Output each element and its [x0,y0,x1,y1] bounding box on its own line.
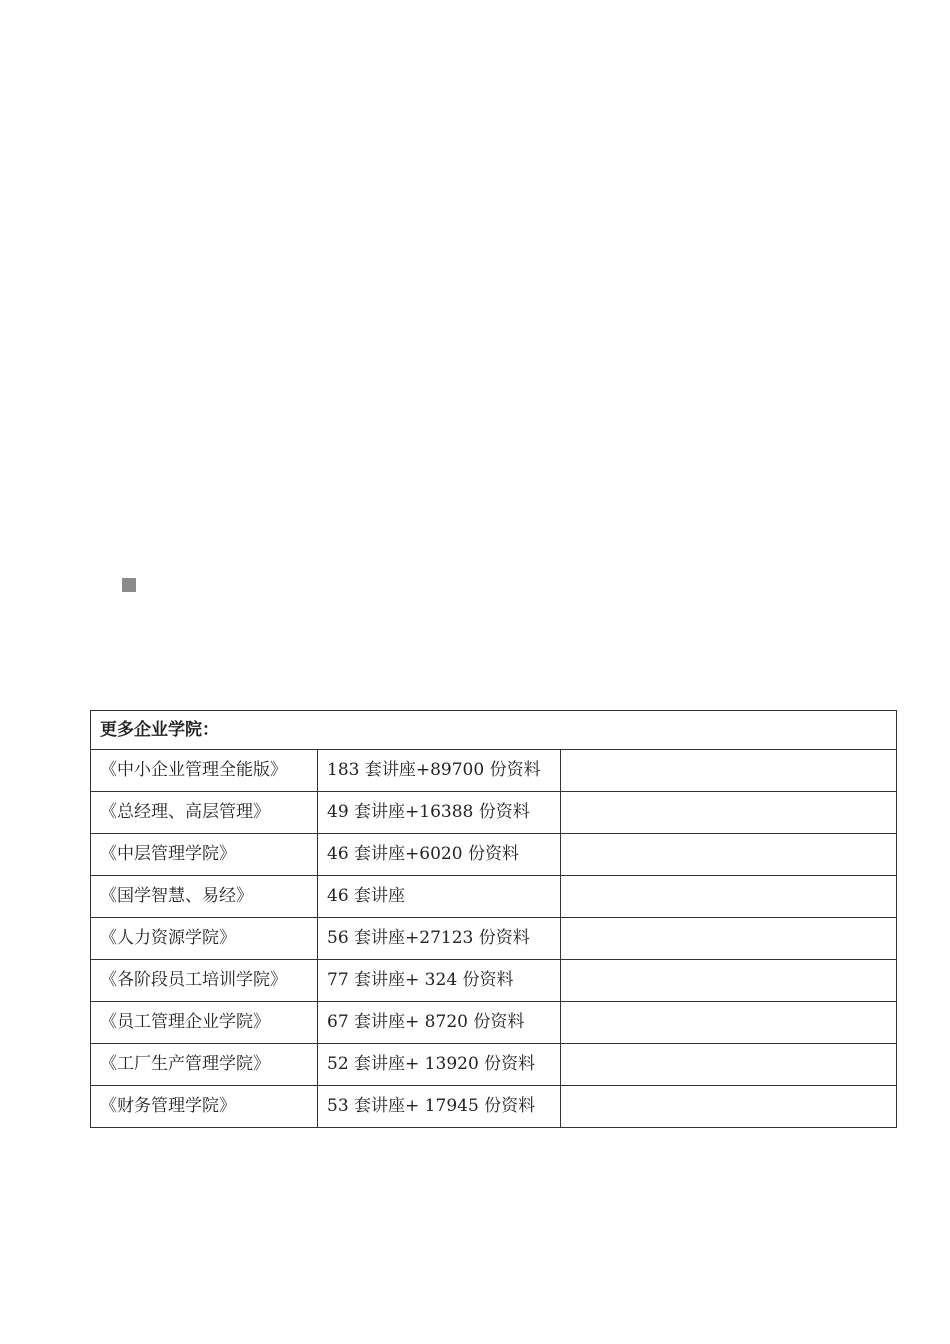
academy-name-cell: 《财务管理学院》 [91,1086,318,1128]
academy-count-cell: 46 套讲座+6020 份资料 [318,834,561,876]
table-row [91,834,897,876]
gray-square-icon [122,578,136,592]
academy-name-cell: 《中层管理学院》 [91,834,318,876]
academy-catalog-table [90,710,897,1128]
academy-blank-cell [561,1002,897,1044]
academy-count-cell: 56 套讲座+27123 份资料 [318,918,561,960]
academy-blank-cell [561,876,897,918]
academy-name-cell: 《员工管理企业学院》 [91,1002,318,1044]
academy-count-cell: 52 套讲座+ 13920 份资料 [318,1044,561,1086]
table-row [91,1086,897,1128]
academy-name-cell: 《国学智慧、易经》 [91,876,318,918]
table-header-row [91,711,897,750]
academy-count-cell: 46 套讲座 [318,876,561,918]
catalog-header: 更多企业学院： [91,711,897,750]
table-row [91,1044,897,1086]
academy-count-cell: 53 套讲座+ 17945 份资料 [318,1086,561,1128]
academy-count-cell: 183 套讲座+89700 份资料 [318,750,561,792]
academy-blank-cell [561,960,897,1002]
catalog-body [91,711,897,1128]
academy-blank-cell [561,918,897,960]
table-row [91,750,897,792]
academy-name-cell: 《人力资源学院》 [91,918,318,960]
academy-blank-cell [561,1044,897,1086]
table-row [91,1002,897,1044]
academy-name-cell: 《中小企业管理全能版》 [91,750,318,792]
academy-blank-cell [561,834,897,876]
academy-count-cell: 67 套讲座+ 8720 份资料 [318,1002,561,1044]
academy-count-cell: 49 套讲座+16388 份资料 [318,792,561,834]
academy-name-cell: 《工厂生产管理学院》 [91,1044,318,1086]
academy-name-cell: 《各阶段员工培训学院》 [91,960,318,1002]
academy-count-cell: 77 套讲座+ 324 份资料 [318,960,561,1002]
academy-name-cell: 《总经理、高层管理》 [91,792,318,834]
table-row [91,960,897,1002]
academy-blank-cell [561,792,897,834]
table-row [91,876,897,918]
academy-blank-cell [561,750,897,792]
academy-blank-cell [561,1086,897,1128]
table-row [91,918,897,960]
table-row [91,792,897,834]
